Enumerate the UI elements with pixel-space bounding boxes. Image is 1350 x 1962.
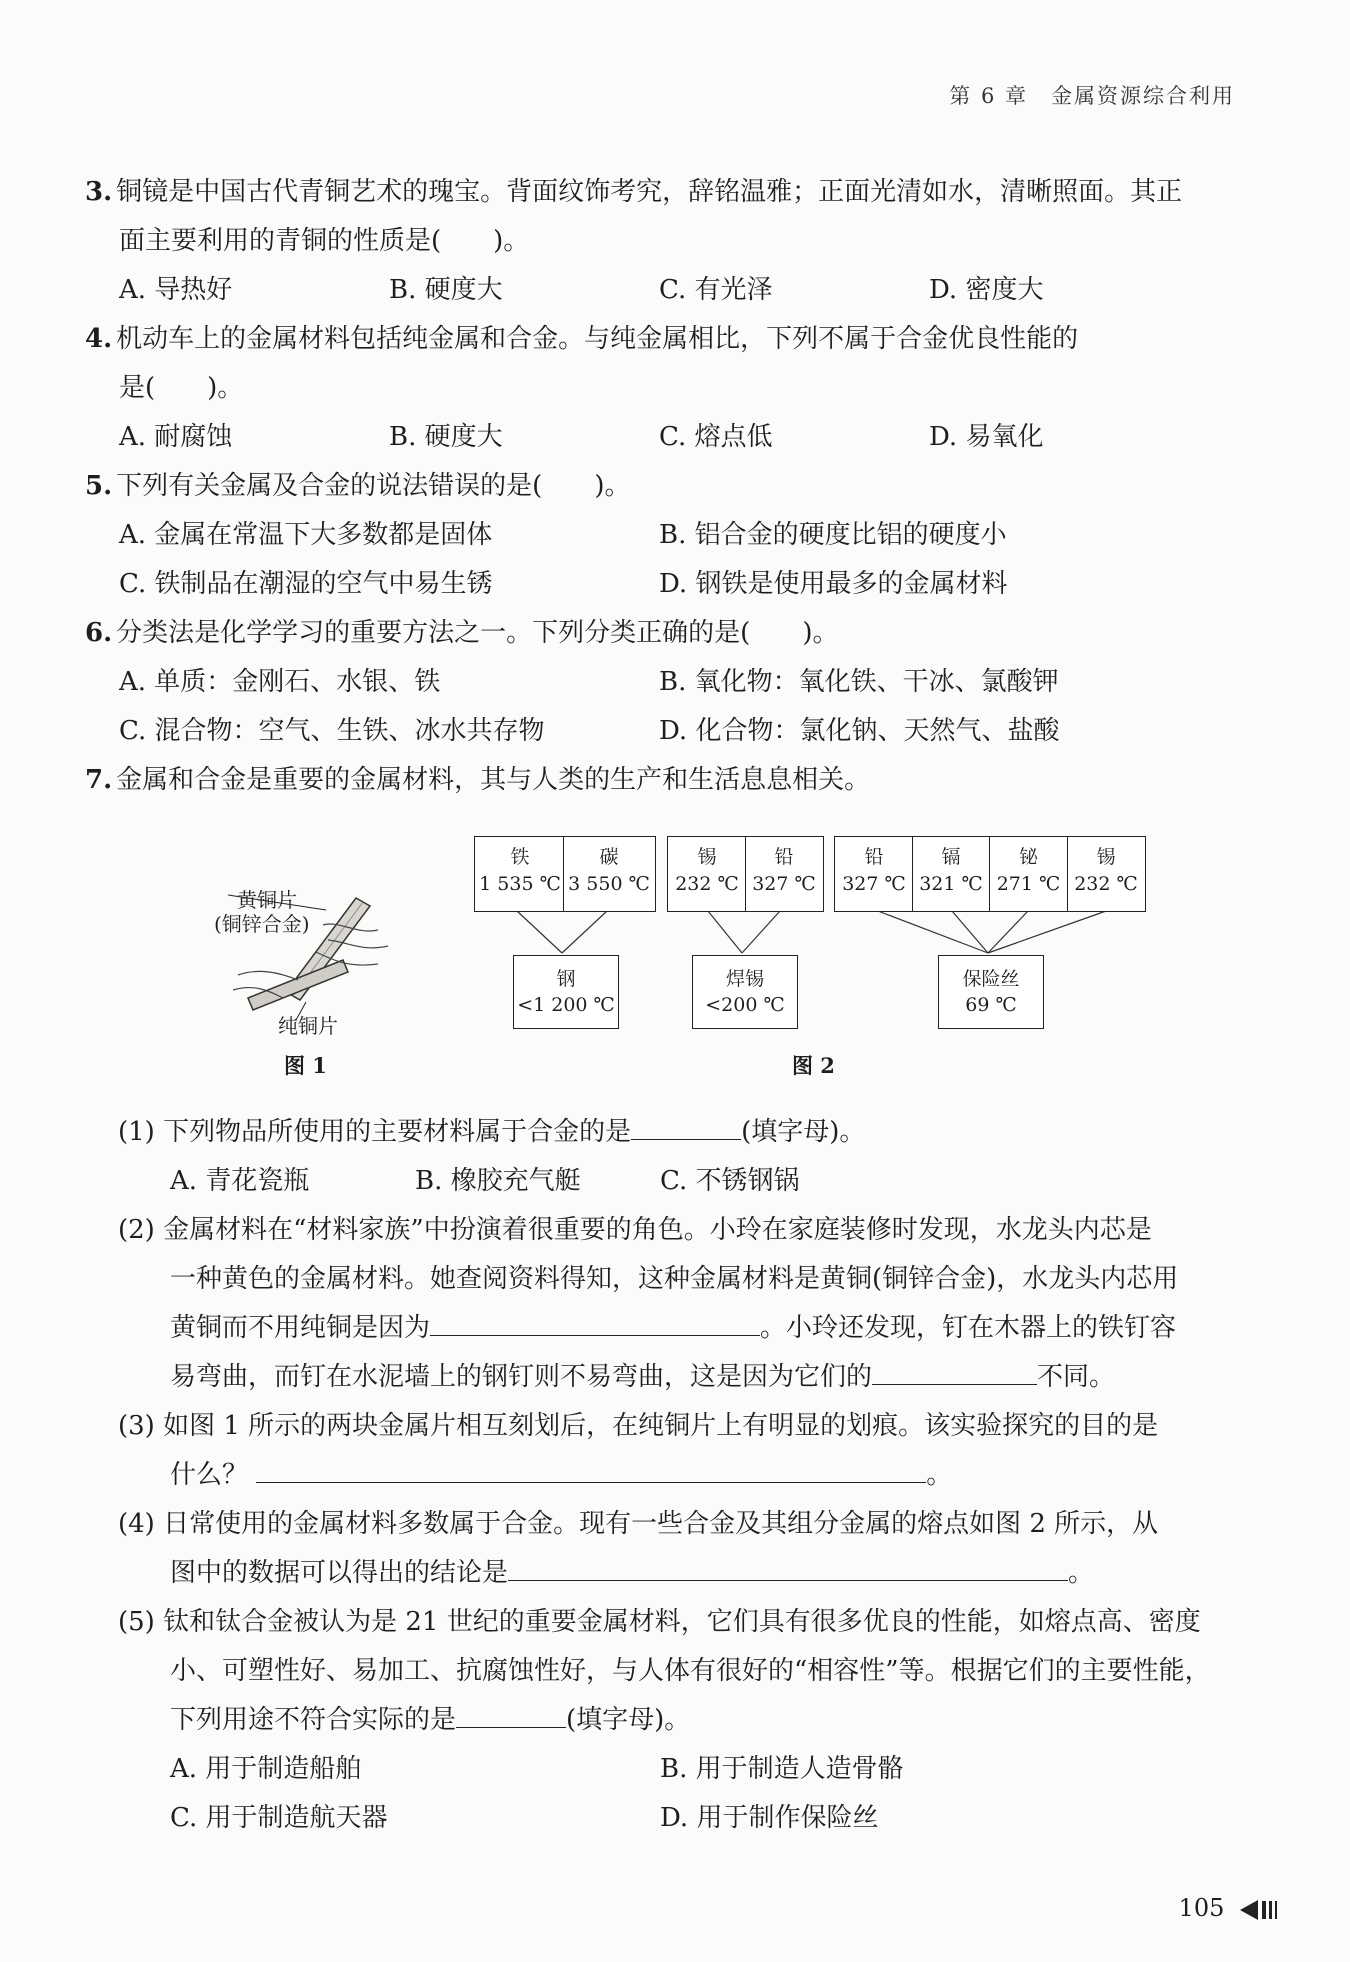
question-text: 铜镜是中国古代青铜艺术的瑰宝。背面纹饰考究，辞铭温雅；正面光清如水，清晰照面。其正: [116, 177, 1183, 207]
alloy-box-solder: [692, 955, 798, 1029]
metal-cell: [990, 844, 1067, 898]
subquestion-text: 。: [1068, 1558, 1095, 1588]
metal-cell: [746, 844, 822, 898]
option-a[interactable]: A. 青花瓷瓶: [170, 1166, 310, 1196]
metal-name: 铁: [510, 846, 530, 868]
option-b[interactable]: B. 硬度大: [389, 275, 503, 305]
options: [85, 511, 1245, 560]
brass-plate-label: 黄铜片: [237, 888, 297, 912]
alloy-melting-point: <1 200 ℃: [517, 994, 615, 1016]
subquestion-2: [118, 1206, 1248, 1402]
subquestion-text: 如图 1 所示的两块金属片相互刻划后，在纯铜片上有明显的划痕。该实验探究的目的是: [163, 1411, 1159, 1441]
subquestion-number: (3): [118, 1411, 155, 1441]
question-text: 面主要利用的青铜的性质是(: [119, 226, 442, 256]
option-a[interactable]: A. 导热好: [119, 275, 233, 305]
metal-name: 镉: [941, 846, 961, 868]
options: [85, 658, 1245, 707]
options: [118, 1157, 1248, 1206]
option-c[interactable]: C. 不锈钢锅: [660, 1166, 800, 1196]
alloy-box-steel: [513, 955, 619, 1029]
question-text: )。: [493, 226, 530, 256]
melting-point: 271 ℃: [996, 873, 1061, 895]
page-marker-icon: [1238, 1898, 1280, 1922]
subquestion-text: (填字母)。: [741, 1117, 866, 1147]
copper-plate-label: 纯铜片: [278, 1014, 338, 1038]
question-text: )。: [594, 471, 631, 501]
option-d[interactable]: D. 用于制作保险丝: [660, 1803, 879, 1833]
options: [85, 413, 1245, 462]
option-a[interactable]: A. 耐腐蚀: [119, 422, 233, 452]
melting-point: 3 550 ℃: [568, 873, 650, 895]
subquestion-text: 。: [926, 1460, 953, 1490]
option-a[interactable]: A. 单质：金刚石、水银、铁: [119, 667, 441, 697]
question-5: [85, 462, 1245, 609]
question-text: 是(: [119, 373, 156, 403]
page-number: 105: [1178, 1894, 1225, 1922]
option-b[interactable]: B. 铝合金的硬度比铝的硬度小: [659, 520, 1007, 550]
metal-cell: [565, 844, 653, 898]
options: [85, 707, 1245, 756]
option-d[interactable]: D. 钢铁是使用最多的金属材料: [659, 569, 1008, 599]
subquestion-text: 不同。: [1037, 1362, 1116, 1392]
alloy-melting-point: <200 ℃: [705, 994, 785, 1016]
question-text: 机动车上的金属材料包括纯金属和合金。与纯金属相比，下列不属于合金优良性能的: [116, 324, 1079, 354]
melting-point: 1 535 ℃: [479, 873, 561, 895]
option-c[interactable]: C. 铁制品在潮湿的空气中易生锈: [119, 569, 493, 599]
options: [85, 266, 1245, 315]
option-d[interactable]: D. 化合物：氯化钠、天然气、盐酸: [659, 716, 1060, 746]
question-7: [85, 756, 1245, 805]
answer-blank[interactable]: [430, 1305, 760, 1336]
subquestion-text: 钛和钛合金被认为是 21 世纪的重要金属材料，它们具有很多优良的性能，如熔点高、密度: [163, 1607, 1201, 1637]
subquestion-text: 图中的数据可以得出的结论是: [170, 1558, 509, 1588]
alloy-name: 钢: [556, 968, 576, 990]
metal-cell: [913, 844, 989, 898]
option-d[interactable]: D. 易氧化: [929, 422, 1044, 452]
answer-blank[interactable]: [631, 1109, 741, 1140]
question-number: 6.: [85, 618, 113, 648]
question-text: 分类法是化学学习的重要方法之一。下列分类正确的是(: [116, 618, 751, 648]
question-text: )。: [207, 373, 244, 403]
subquestion-text: 日常使用的金属材料多数属于合金。现有一些合金及其组分金属的熔点如图 2 所示，从: [163, 1509, 1159, 1539]
answer-blank[interactable]: [872, 1354, 1037, 1385]
subquestion-text: 一种黄色的金属材料。她查阅资料得知，这种金属材料是黄铜(铜锌合金)，水龙头内芯用: [170, 1264, 1179, 1294]
metal-cell: [476, 844, 564, 898]
metal-name: 锡: [697, 846, 717, 868]
option-b[interactable]: B. 硬度大: [389, 422, 503, 452]
melting-point: 327 ℃: [752, 873, 816, 895]
alloy-name: 保险丝: [962, 968, 1020, 990]
question-text: 金属和合金是重要的金属材料，其与人类的生产和生活息息相关。: [116, 765, 871, 795]
subquestion-text: 下列用途不符合实际的是: [170, 1705, 457, 1735]
answer-blank[interactable]: [456, 1697, 566, 1728]
alloy-name: 焊锡: [725, 968, 764, 990]
metal-cell: [669, 844, 745, 898]
subquestion-4: [118, 1500, 1248, 1598]
brass-plate-label-sub: (铜锌合金): [214, 912, 310, 936]
options: [85, 560, 1245, 609]
question-number: 3.: [85, 177, 113, 207]
metal-cell: [836, 844, 912, 898]
option-b[interactable]: B. 氧化物：氧化铁、干冰、氯酸钾: [659, 667, 1059, 697]
melting-point: 232 ℃: [1074, 873, 1138, 895]
subquestion-text: 。小玲还发现，钉在木器上的铁钉容: [760, 1313, 1177, 1343]
subquestion-number: (4): [118, 1509, 155, 1539]
question-number: 5.: [85, 471, 113, 501]
subquestion-text: (填字母)。: [566, 1705, 691, 1735]
metal-name: 铅: [864, 846, 884, 868]
subquestion-text: 什么？: [170, 1460, 249, 1490]
subquestion-1: [118, 1108, 1248, 1206]
option-a[interactable]: A. 用于制造船舶: [170, 1754, 362, 1784]
option-b[interactable]: B. 用于制造人造骨骼: [660, 1754, 904, 1784]
metal-name: 铋: [1018, 846, 1038, 868]
figure-2-caption: 图 2: [792, 1053, 835, 1078]
question-4: [85, 315, 1245, 462]
page-number-area: [1179, 1894, 1280, 1922]
option-b[interactable]: B. 橡胶充气艇: [415, 1166, 581, 1196]
subquestion-text: 下列物品所使用的主要材料属于合金的是: [163, 1117, 632, 1147]
alloy-box-fuse: [938, 955, 1044, 1029]
options: [118, 1794, 1248, 1843]
question-text: )。: [802, 618, 839, 648]
question-number: 4.: [85, 324, 113, 354]
subquestion-text: 易弯曲，而钉在水泥墙上的钢钉则不易弯曲，这是因为它们的: [170, 1362, 873, 1392]
option-c[interactable]: C. 用于制造航天器: [170, 1803, 388, 1833]
question-number: 7.: [85, 765, 113, 795]
subquestion-3: [118, 1402, 1248, 1500]
alloy-melting-point: 69 ℃: [965, 994, 1017, 1016]
option-a[interactable]: A. 金属在常温下大多数都是固体: [119, 520, 493, 550]
subquestion-number: (2): [118, 1215, 155, 1245]
figure-1-caption: 图 1: [284, 1053, 327, 1078]
answer-blank[interactable]: [508, 1550, 1068, 1581]
option-c[interactable]: C. 熔点低: [659, 422, 773, 452]
question-text: 下列有关金属及合金的说法错误的是(: [116, 471, 543, 501]
metal-name: 碳: [599, 846, 619, 868]
melting-point: 232 ℃: [675, 873, 739, 895]
option-c[interactable]: C. 混合物：空气、生铁、冰水共存物: [119, 716, 545, 746]
chapter-header: 第 6 章 金属资源综合利用: [949, 84, 1235, 108]
subquestion-text: 小、可塑性好、易加工、抗腐蚀性好，与人体有很好的“相容性”等。根据它们的主要性能，: [170, 1656, 1211, 1686]
metal-name: 铅: [774, 846, 794, 868]
metal-name: 锡: [1096, 846, 1116, 868]
subquestion-text: 金属材料在“材料家族”中扮演着很重要的角色。小玲在家庭装修时发现，水龙头内芯是: [163, 1215, 1152, 1245]
answer-blank[interactable]: [256, 1452, 926, 1483]
question-3: [85, 168, 1245, 315]
options: [118, 1745, 1248, 1794]
subquestion-5: [118, 1598, 1248, 1843]
metal-cell: [1068, 844, 1144, 898]
melting-point: 321 ℃: [919, 873, 983, 895]
subquestion-number: (1): [118, 1117, 155, 1147]
question-6: [85, 609, 1245, 756]
melting-point: 327 ℃: [842, 873, 906, 895]
option-d[interactable]: D. 密度大: [929, 275, 1044, 305]
subquestion-text: 黄铜而不用纯铜是因为: [170, 1313, 431, 1343]
subquestion-number: (5): [118, 1607, 155, 1637]
option-c[interactable]: C. 有光泽: [659, 275, 773, 305]
